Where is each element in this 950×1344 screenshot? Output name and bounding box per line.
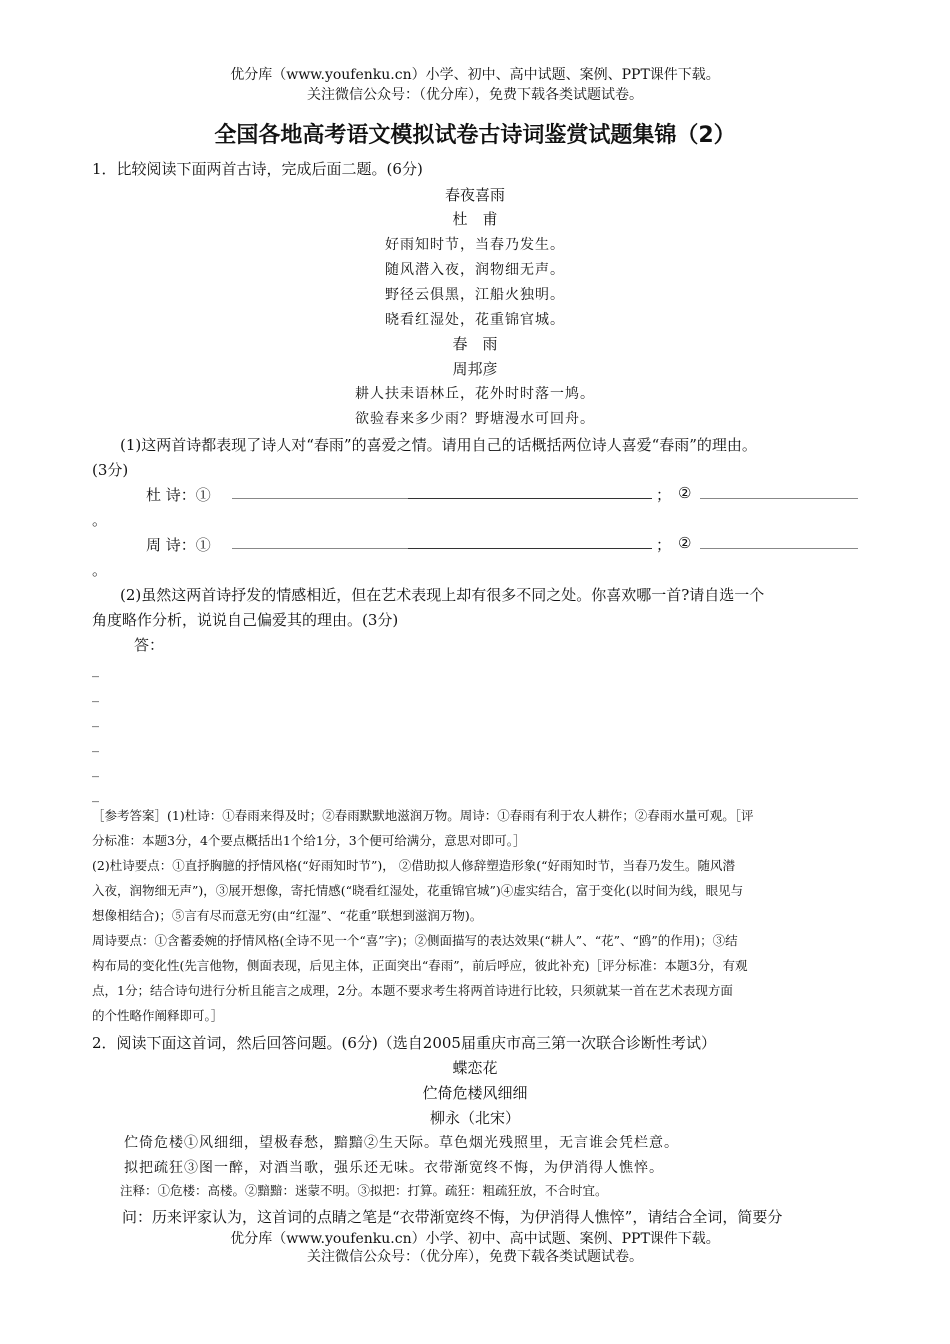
header-line-1: 优分库（www.youfenku.cn）小学、初中、高中试题、案例、PPT课件下载。 — [230, 67, 720, 83]
poem-1-title: 春夜喜雨 — [444, 186, 505, 204]
ci-tune-name: 蝶恋花 — [452, 1059, 498, 1077]
zhou-answer-label: 周 诗：① — [146, 536, 211, 554]
reference-answer-line: 构布局的变化性(先言他物，侧面表现，后见主体，正面突出“春雨”，前后呼应，彼此补充)［评分标准：本题3分，有观 — [92, 958, 748, 973]
page-title: 全国各地高考语文模拟试卷古诗词鉴赏试题集锦（2） — [214, 123, 736, 148]
reference-answer-line: ［参考答案］(1)杜诗：①春雨来得及时；②春雨默默地滋润万物。周诗：①春雨有利于农人耕作；②春雨水量可观。［评 — [92, 808, 754, 823]
du-answer-blank-2[interactable] — [700, 484, 858, 499]
ci-notes: 注释：①危楼：高楼。②黯黯：迷蒙不明。③拟把：打算。疏狂：粗疏狂放，不合时宜。 — [120, 1183, 608, 1198]
du-separator: ； — [656, 486, 672, 504]
du-answer-blank-1a[interactable] — [232, 484, 408, 499]
reference-answer-line: 想像相结合)；⑤言有尽而意无穷(由“红湿”、“花重”联想到滋润万物)。 — [92, 908, 483, 923]
question-2-intro: 2．阅读下面这首词，然后回答问题。(6分)（选自2005届重庆市高三第一次联合诊断性考试） — [92, 1034, 716, 1052]
reference-answer-line: 点，1分；结合诗句进行分析且能言之成理，2分。本题不要求考生将两首诗进行比较，只须就某一首在艺术表现方面 — [92, 983, 733, 998]
header-line-2: 关注微信公众号：（优分库），免费下载各类试题试卷。 — [307, 87, 643, 103]
poem-1-line: 野径云俱黑，江船火独明。 — [385, 287, 565, 303]
sub-question-2-line-2: 角度略作分析，说说自己偏爱其的理由。(3分) — [92, 611, 399, 629]
reference-answer-line: 周诗要点：①含蓄委婉的抒情风格(全诗不见一个“喜”字)；②侧面描写的表达效果(“耕人”、“花”、“鸥”的作用)；③结 — [92, 933, 738, 948]
sub-question-1: (1)这两首诗都表现了诗人对“春雨”的喜爱之情。请用自己的话概括两位诗人喜爱“春雨”的理由。 — [120, 436, 757, 454]
reference-answer-line: (2)杜诗要点：①直抒胸臆的抒情风格(“好雨知时节”)， ②借助拟人修辞塑造形象(“好雨知时节，当春乃发生。随风潜 — [92, 858, 735, 873]
ci-line: 拟把疏狂③图一醉，对酒当歌，强乐还无味。衣带渐宽终不悔，为伊消得人憔悴。 — [124, 1160, 664, 1176]
answer-dash: _ — [92, 737, 99, 753]
zhou-separator: ； — [656, 536, 672, 554]
zhou-answer-blank-1a[interactable] — [232, 534, 408, 549]
ci-author: 柳永（北宋） — [429, 1109, 520, 1127]
answer-dash: _ — [92, 762, 99, 778]
zhou-period: 。 — [92, 561, 108, 579]
poem-1-line: 好雨知时节，当春乃发生。 — [385, 237, 565, 253]
sub-question-2-line-1: (2)虽然这两首诗抒发的情感相近，但在艺术表现上却有很多不同之处。你喜欢哪一首?请自选一个 — [120, 586, 765, 604]
du-answer-blank-1b[interactable] — [408, 484, 652, 499]
zhou-answer-blank-2[interactable] — [700, 534, 858, 549]
reference-answer-line: 入夜，润物细无声”)，③展开想像，寄托情感(“晓看红湿处，花重锦官城”)④虚实结合，富于变化(以时间为线，眼见与 — [92, 883, 744, 898]
sub-question-1-score: (3分) — [92, 461, 129, 479]
answer-dash: _ — [92, 712, 99, 728]
poem-1-line: 随风潜入夜，润物细无声。 — [385, 262, 565, 278]
ci-line: 伫倚危楼①风细细，望极春愁，黯黯②生天际。草色烟光残照里，无言谁会凭栏意。 — [124, 1135, 679, 1151]
zhou-answer-blank-1b[interactable] — [408, 534, 652, 549]
poem-2-author: 周邦彦 — [452, 360, 498, 378]
poem-2-line: 欲验春来多少雨？野塘漫水可回舟。 — [355, 411, 595, 427]
poem-2-line: 耕人扶耒语林丘，花外时时落一鸠。 — [355, 386, 595, 402]
poem-1-author: 杜 甫 — [452, 210, 498, 228]
answer-dash: _ — [92, 662, 99, 678]
du-period: 。 — [92, 511, 108, 529]
question-1-intro: 1．比较阅读下面两首古诗，完成后面二题。(6分) — [92, 160, 423, 178]
footer-line-1: 优分库（www.youfenku.cn）小学、初中、高中试题、案例、PPT课件下载。 — [230, 1231, 720, 1247]
footer-line-2: 关注微信公众号：（优分库），免费下载各类试题试卷。 — [307, 1249, 643, 1265]
zhou-mark-2: ② — [678, 534, 692, 552]
poem-1-line: 晓看红湿处，花重锦官城。 — [385, 312, 565, 328]
du-answer-label: 杜 诗：① — [146, 486, 211, 504]
ci-title: 伫倚危楼风细细 — [422, 1084, 528, 1102]
reference-answer-line: 分标准：本题3分，4个要点概括出1个给1分，3个便可给满分，意思对即可。］ — [92, 833, 526, 848]
du-mark-2: ② — [678, 484, 692, 502]
reference-answer-line: 的个性略作阐释即可。］ — [92, 1008, 224, 1023]
answer-label: 答： — [134, 636, 165, 654]
answer-dash: _ — [92, 687, 99, 703]
question-2-prompt: 问：历来评家认为，这首词的点睛之笔是“衣带渐宽终不悔，为伊消得人憔悴”，请结合全词，简要分 — [122, 1208, 783, 1226]
poem-2-title: 春 雨 — [452, 335, 498, 353]
answer-dash: _ — [92, 787, 99, 803]
